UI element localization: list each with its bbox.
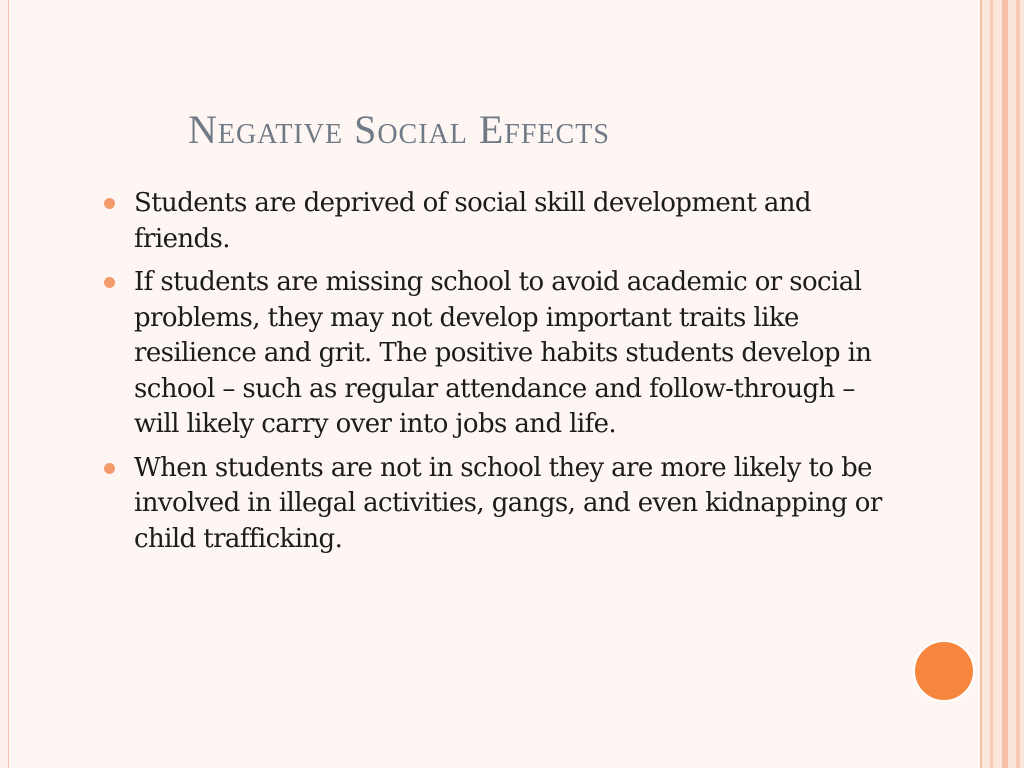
bullet-text: If students are missing school to avoid academic or social problems, they may not develop important traits like resilience and grit. The positive habits students develop in school – such as regular attendance and follow-through – will likely carry over into jobs and life. bbox=[134, 267, 872, 439]
bullet-item bbox=[102, 265, 892, 443]
bullet-item bbox=[102, 186, 892, 257]
right-border-decoration bbox=[980, 0, 1024, 768]
border-stripe bbox=[1016, 0, 1020, 768]
bullet-dot-icon bbox=[104, 463, 115, 474]
bullet-dot-icon bbox=[104, 198, 115, 209]
bullet-list bbox=[102, 186, 892, 565]
border-stripe bbox=[1002, 0, 1008, 768]
slide-title: Negative Social Effects bbox=[188, 107, 610, 152]
bullet-text: Students are deprived of social skill development and friends. bbox=[134, 188, 811, 254]
border-stripe bbox=[980, 0, 982, 768]
left-border-decoration bbox=[0, 0, 9, 768]
bullet-text: When students are not in school they are more likely to be involved in illegal activities, gangs, and even kidnapping or child trafficking. bbox=[134, 452, 882, 554]
bullet-item bbox=[102, 451, 892, 558]
border-stripe bbox=[990, 0, 993, 768]
accent-circle-decoration bbox=[913, 640, 975, 702]
bullet-dot-icon bbox=[104, 277, 115, 288]
